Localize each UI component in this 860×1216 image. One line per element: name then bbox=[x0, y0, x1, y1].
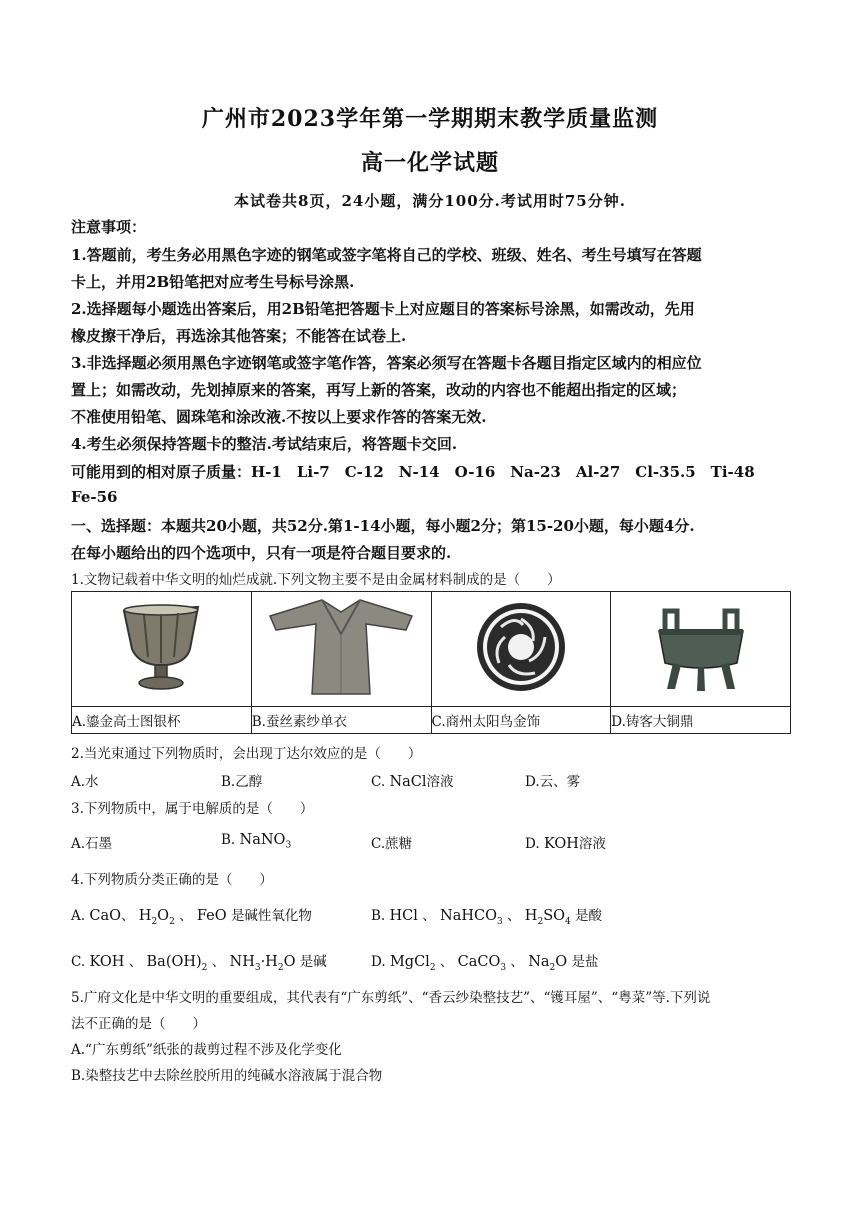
q4-option-d-text: 是盐 bbox=[571, 954, 599, 970]
q2-option-c bbox=[371, 770, 454, 790]
q5-option-a: A.“广东剪纸”纸张的裁剪过程不涉及化学变化 bbox=[71, 1042, 342, 1058]
q2-option-c-formula: NaCl bbox=[389, 774, 427, 790]
q4-option-b-text: 是酸 bbox=[575, 908, 603, 924]
q1-option-b: B.蚕丝素纱单衣 bbox=[251, 707, 431, 734]
section1-line-2: 在每小题给出的四个选项中，只有一项是符合题目要求的. bbox=[71, 544, 452, 562]
q2-stem: 2.当光束通过下列物质时，会出现丁达尔效应的是（ ） bbox=[71, 746, 422, 762]
q4-stem: 4.下列物质分类正确的是（ ） bbox=[71, 872, 273, 888]
q4-option-b: B. HCl 、 NaHCO$_3$ 、 $H_2SO_4$ 是酸 bbox=[371, 908, 603, 927]
q1-option-d: D.铸客大铜鼎 bbox=[611, 707, 791, 734]
note-line-3: 2.选择题每小题选出答案后，用2B铅笔把答题卡上对应题目的答案标号涂黑，如需改动，先用 bbox=[71, 300, 695, 318]
q3-option-c: C.蔗糖 bbox=[371, 836, 413, 852]
q1-image-cell-d bbox=[611, 592, 791, 707]
q3-option-b bbox=[221, 832, 291, 851]
q2-option-c-suffix: 溶液 bbox=[426, 774, 454, 790]
q1-image-cell-a bbox=[72, 592, 252, 707]
q3-option-d-suffix: 溶液 bbox=[578, 836, 606, 852]
q4-option-c-text: 是碱 bbox=[299, 954, 327, 970]
bronze-ding-icon bbox=[651, 597, 751, 697]
sunbird-gold-icon bbox=[471, 597, 571, 697]
q4-option-a: A. CaO、 $H_2O_2$ 、 FeO 是碱性氧化物 bbox=[71, 908, 312, 927]
section1-line-1: 一、选择题：本题共20小题，共52分.第1-14小题，每小题2分；第15-20小题，每小题4分. bbox=[71, 517, 695, 535]
q3-option-a: A.石墨 bbox=[71, 836, 113, 852]
note-line-8: 4.考生必须保持答题卡的整洁.考试结束后，将答题卡交回. bbox=[71, 435, 458, 453]
q2-option-c-label: C. bbox=[371, 774, 386, 790]
q4-option-d: D. MgCl$_2$ 、 CaCO$_3$ 、 $Na_2O$ 是盐 bbox=[371, 954, 599, 973]
atomic-mass-line-1: 可能用到的相对原子质量：H-1 Li-7 C-12 N-14 O-16 Na-23 Al-27 Cl-35.5 Ti-48 bbox=[71, 463, 755, 481]
q1-stem: 1.文物记载着中华文明的灿烂成就.下列文物主要不是由金属材料制成的是（ ） bbox=[71, 572, 561, 588]
note-line-5: 3.非选择题必须用黑色字迹钢笔或签字笔作答，答案必须写在答题卡各题目指定区域内的相应位 bbox=[71, 354, 702, 372]
q3-option-d bbox=[525, 832, 606, 852]
atomic-mass-line-2: Fe-56 bbox=[71, 488, 118, 506]
note-line-6: 置上；如需改动，先划掉原来的答案，再写上新的答案，改动的内容也不能超出指定的区域； bbox=[71, 381, 687, 399]
q3-option-d-label: D. bbox=[525, 836, 540, 852]
exam-info: 本试卷共8页，24小题，满分100分.考试用时75分钟. bbox=[234, 192, 626, 210]
silk-robe-icon bbox=[266, 594, 416, 700]
q3-option-d-formula: KOH bbox=[543, 836, 579, 852]
exam-title: 广州市2023学年第一学期期末教学质量监测 bbox=[201, 106, 659, 132]
q5-stem-line-2: 法不正确的是（ ） bbox=[71, 1016, 206, 1032]
q3-option-b-label: B. bbox=[221, 832, 236, 848]
q2-option-d: D.云、雾 bbox=[525, 774, 581, 790]
q1-image-cell-b bbox=[251, 592, 431, 707]
note-line-1: 1.答题前，考生务必用黑色字迹的钢笔或签字笔将自己的学校、班级、姓名、考生号填写在答题 bbox=[71, 246, 702, 264]
notes-heading: 注意事项： bbox=[71, 218, 147, 236]
exam-subtitle: 高一化学试题 bbox=[360, 150, 499, 176]
q2-option-a: A.水 bbox=[71, 774, 99, 790]
q1-image-cell-c bbox=[431, 592, 611, 707]
q3-option-b-subscript: 3 bbox=[285, 840, 292, 851]
q3-option-b-formula: NaNO bbox=[239, 832, 286, 848]
q5-stem-line-1: 5.广府文化是中华文明的重要组成，其代表有“广东剪纸”、“香云纱染整技艺”、“镬耳屋”、“粤菜”等.下列说 bbox=[71, 990, 711, 1006]
q4-option-c: C. KOH 、 $Ba(OH)_2$ 、 $NH_3\cdot H_2O$ 是碱 bbox=[71, 954, 327, 973]
q1-option-c: C.商州太阳鸟金饰 bbox=[431, 707, 611, 734]
note-line-7: 不准使用铅笔、圆珠笔和涂改液.不按以上要求作答的答案无效. bbox=[71, 408, 487, 426]
note-line-2: 卡上，并用2B铅笔把对应考生号标号涂黑. bbox=[71, 273, 355, 291]
q3-stem: 3.下列物质中，属于电解质的是（ ） bbox=[71, 801, 314, 817]
silver-cup-icon bbox=[116, 597, 206, 697]
note-line-4: 橡皮擦干净后，再选涂其他答案；不能答在试卷上. bbox=[71, 327, 407, 345]
q1-option-a: A.鎏金高士图银杯 bbox=[72, 707, 252, 734]
q5-option-b: B.染整技艺中去除丝胶所用的纯碱水溶液属于混合物 bbox=[71, 1068, 383, 1084]
q1-image-table bbox=[71, 591, 791, 734]
q2-option-b: B.乙醇 bbox=[221, 774, 263, 790]
q4-option-a-text: 是碱性氧化物 bbox=[230, 908, 312, 924]
